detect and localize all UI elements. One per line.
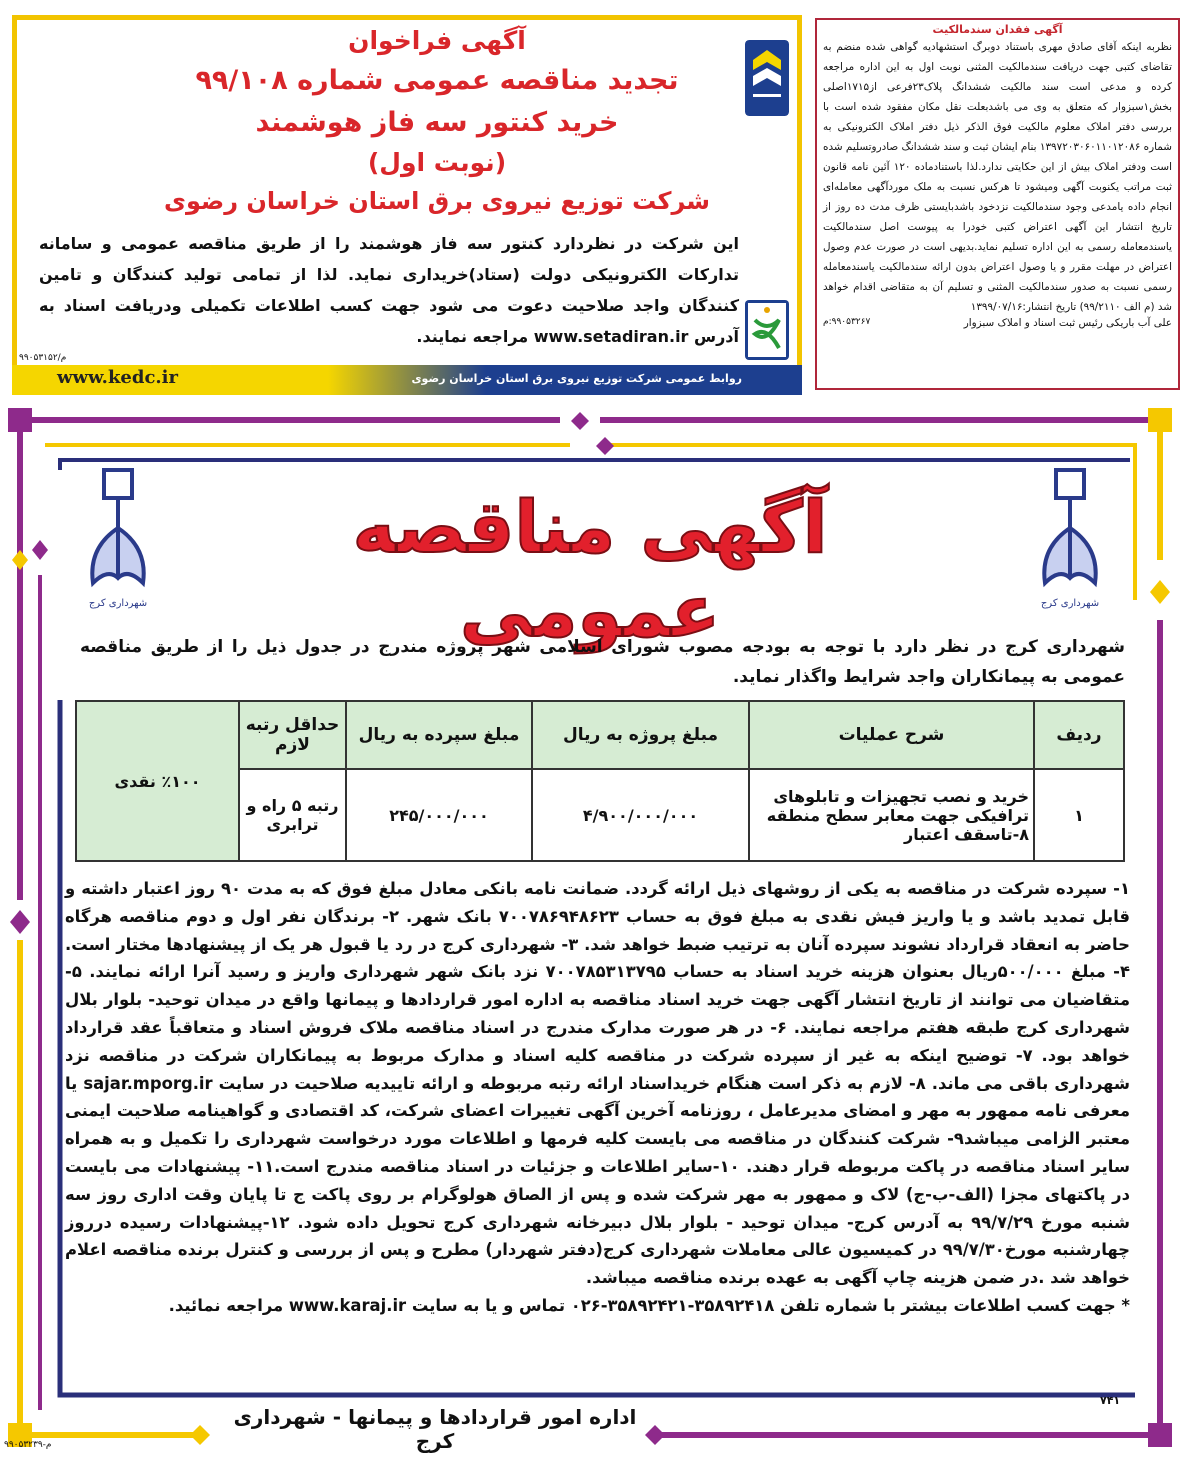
payment-note: ٪۱۰۰ نقدی xyxy=(76,701,239,861)
stad-logo-icon xyxy=(745,300,789,360)
karaj-footer: اداره امور قراردادها و پیمانها - شهرداری کرج xyxy=(233,1405,637,1453)
notice-title: آگهی فقدان سندمالکیت xyxy=(932,23,1063,36)
col-header: مبلغ پروژه به ریال xyxy=(532,701,749,769)
website-link[interactable]: www.kedc.ir xyxy=(57,367,178,388)
col-header: حداقل رتبه لازم xyxy=(239,701,346,769)
company-logo-icon xyxy=(745,40,789,116)
notice-signature: علی آب باریکی رئیس ثبت اسناد و املاک سبزوار xyxy=(963,317,1172,329)
contact-line: * جهت کسب اطلاعات بیشتر با شماره تلفن ۳۵۸۹۲۴۱۸-۳۵۸۹۲۴۲۱-۰۲۶ تماس و یا به سایت www.karaj.ir مراجعه نمائید. xyxy=(168,1295,1130,1315)
karaj-municipality-logo-icon xyxy=(1030,468,1110,613)
karaj-intro: شهرداری کرج در نظر دارد با توجه به بودجه مصوب شورای اسلامی شهر پروژه مندرج در جدول ذیل را از طریق مناقصه عمومی به پیمانکاران واجد شرایط واگذار نماید. xyxy=(80,637,1125,687)
ad-body: این شرکت در نظردارد کنتور سه فاز هوشمند را از طریق مناقصه عمومی و سامانه تدارکات الکترونیکی دولت (ستاد)خریداری نماید. لذا از تمامی تولید کنندگان و تامین کنندگان واجد صلاحیت دعوت می شود جهت کسب اطلاعات تکمیلی ودریافت اسناد به آدرس www.setadiran.ir مراجعه نمایند. xyxy=(39,234,739,346)
col-header: ردیف xyxy=(1034,701,1124,769)
logo-caption: شهرداری کرج xyxy=(88,598,148,609)
ad-tender-number: تجدید مناقصه عمومی شماره ۹۹/۱۰۸ xyxy=(195,65,679,96)
notice-body: نظربه اینکه آقای صادق مهری باستناد دوبرگ استشهادیه گواهی شده منضم به تقاضای کتبی جهت دریافت سندمالکیت المثنی نوبت اول به این اداره مراجعه کرده و مدعی است سند مالکیت ششدانگ پلاک۲۳فرعی از۱۷۱۵اصلی بخش۱سبزوار که متعلق به وی می باشدبعلت نقل مکان مفقود شده است با بررسی دفتر املاک معلوم مالکیت فوق الذکر ذیل دفتر املاک الکترونیکی به شماره ۱۳۹۷۲۰۳۰۶۰۱۱۰۱۲۰۸۶ بنام ایشان ثبت و سند ششدانگ صادروتسلیم شده است ودفتر املاک بیش از این حکایتی ندارد.لذا باستنادماده ۱۲۰ آئین نامه قانون ثبت مراتب یکنوبت آگهی ومیشود تا هرکس نسبت به ملک موردآگهی معامله‌ای انجام داده یامدعی وجود سندمالکیت نزدخود باشدبایستی ظرف مدت ده روز از تاریخ انتشار این آگهی اعتراض کتبی خودرا به پیوست اصل سندمالکیت یاسندمعامله رسمی به این اداره تسلیم نماید.بدیهی است در صورت عدم وصول اعتراض در مهلت مقرر و یا وصول اعتراض بدون ارائه سندمالکیت یاسندمعامله رسمی نسبت به صدور سندمالکیت المثنی و تسلیم آن به متقاضی اقدام خواهد شد (م الف ۹۹/۲۱۱۰) تاریخ انتشار:۱۳۹۹/۰۷/۱۶ xyxy=(823,41,1173,313)
tender-conditions xyxy=(65,875,1130,1320)
ad-number: ۷۴۱ xyxy=(1100,1394,1121,1407)
ad-company: شرکت توزیع نیروی برق استان خراسان رضوی xyxy=(163,187,711,215)
col-header: مبلغ سپرده به ریال xyxy=(346,701,532,769)
karaj-municipality-logo-icon xyxy=(78,468,158,613)
logo-caption: شهرداری کرج xyxy=(1040,598,1100,609)
kedc-tender-ad xyxy=(12,15,802,395)
lost-deed-notice xyxy=(815,18,1180,390)
conditions-text: ۱- سپرده شرکت در مناقصه به یکی از روشهای ذیل ارائه گردد. ضمانت نامه بانکی معادل مبلغ فوق که به مدت ۹۰ روز اعتبار داشته و قابل تمدید باشد و یا واریز فیش نقدی به مبلغ فوق به حساب ۷۰۰۷۸۶۹۴۸۶۲۳ بانک شهر. ۲- برندگان نفر اول و دوم مناقصه هرگاه حاضر به انعقاد قرارداد نشوند سپرده آنان به ترتیب ضبط خواهد شد. ۳- شهرداری کرج در رد یا قبول هر یک از پیشنهادها مختار است. ۴- مبلغ ۵۰۰/۰۰۰ریال بعنوان هزینه خرید اسناد به حساب ۷۰۰۷۸۵۳۱۳۷۹۵ نزد بانک شهر شهرداری واریز و رسید آنرا ارائه نمایند. ۵- متقاضیان می توانند از تاریخ انتشار آگهی جهت خرید اسناد مناقصه به اداره امور قراردادها و پیمانها واقع در میدان توحید- بلوار بلال شهرداری کرج طبقه هفتم مراجعه نمایند. ۶- در هر صورت مدارک مندرج در اسناد مناقصه ملاک فروش اسناد و متعاقباً عقد قرارداد خواهد بود. ۷- توضیح اینکه به غیر از سپرده شرکت در مناقصه کلیه اسناد و مدارک مربوط به پیمانکاران شرکت در مناقصه نزد شهرداری باقی می ماند. ۸- لازم به ذکر است هنگام خریداسناد ارائه رتبه مربوطه و ارائه تاییدیه صلاحیت در سایت sajar.mporg.ir یا معرفی نامه ممهور به مهر و امضای مدیرعامل ، روزنامه آخرین آگهی تغییرات اعضای شرکت، کد اقتصادی و گواهینامه صلاحیت ایمنی معتبر الزامی میباشد۹- شرکت کنندگان در مناقصه می بایست کلیه فرمها و اطلاعات مورد درخواست شهرداری را تکمیل و به همراه سایر اسناد مناقصه در پاکت مربوطه قرار دهند. ۱۰-سایر اطلاعات و جزئیات در اسناد مناقصه مندرج است.۱۱- پیشنهادات می بایست در پاکتهای مجزا (الف-ب-ج) لاک و ممهور به مهر شرکت شده و پس از الصاق هولوگرام بر روی پاکت ج تا پایان وقت اداری روز سه شنبه مورخ ۹۹/۷/۲۹ به آدرس کرج- میدان توحید - بلوار بلال دبیرخانه شهرداری کرج تحویل داده شود. ۱۲-پیشنهادات رسیده درروز چهارشنبه مورخ۹۹/۷/۳۰ در کمیسیون عالی معاملات شهرداری کرج(دفتر شهردار) مطرح و پس از بررسی و کنترل برنده مناقصه اعلام خواهد شد .در ضمن هزینه چاپ آگهی به عهده برنده مناقصه میباشد. xyxy=(65,879,1131,1288)
cell-min-grade: رتبه ۵ راه و ترابری xyxy=(239,769,346,861)
cell-deposit-amount: ۲۴۵/۰۰۰/۰۰۰ xyxy=(346,769,532,861)
karaj-ad-code: م-۹۹۰۵۳۲۳۹ xyxy=(4,1440,52,1450)
cell-row-no: ۱ xyxy=(1034,769,1124,861)
cell-project-amount: ۴/۹۰۰/۰۰۰/۰۰۰ xyxy=(532,769,749,861)
ad-subject: خرید کنتور سه فاز هوشمند xyxy=(255,107,619,138)
footer-text: روابط عمومی شرکت توزیع نیروی برق استان خراسان رضوی xyxy=(411,372,742,385)
tender-table xyxy=(75,700,1125,862)
notice-code: ۹۹۰۵۳۲۶۷:م xyxy=(823,317,871,327)
cell-description: خرید و نصب تجهیزات و تابلوهای ترافیکی جهت معابر سطح منطقه ۸-تاسقف اعتبار xyxy=(749,769,1034,861)
ad-code: م/۹۹۰۵۳۱۵۲ xyxy=(19,353,67,363)
ad-round: (نوبت اول) xyxy=(367,148,507,177)
table-header-row xyxy=(76,701,1124,769)
ad-title: آگهی فراخوان xyxy=(348,26,526,55)
col-header: شرح عملیات xyxy=(749,701,1034,769)
karaj-ad-title: آگهی مناقصه عمومی xyxy=(352,485,828,653)
ad-footer-bar xyxy=(12,365,802,395)
